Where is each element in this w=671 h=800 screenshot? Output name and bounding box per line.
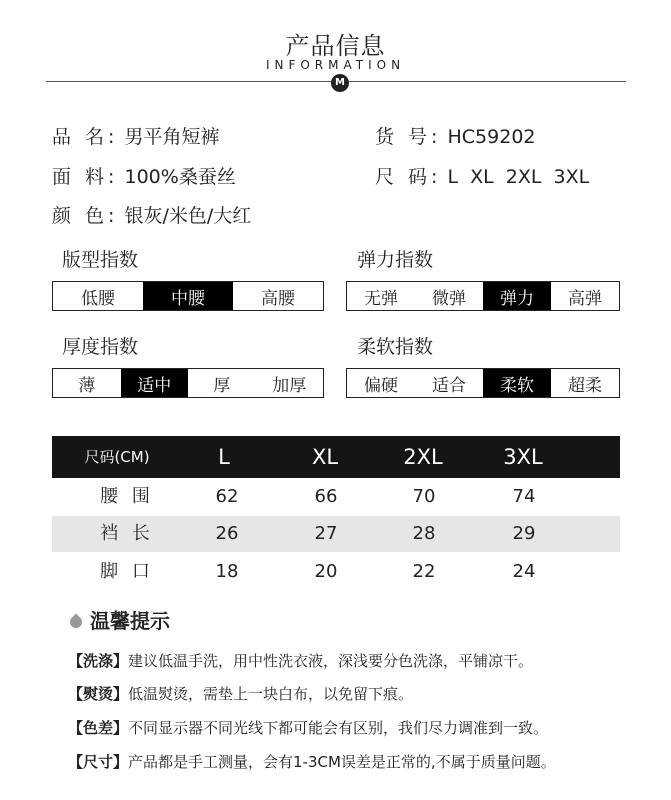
table-cell: 20 <box>314 561 338 582</box>
elastic-option: 高弹 <box>568 288 602 309</box>
table-row <box>52 516 620 552</box>
fit-index-title: 版型指数 <box>62 249 139 271</box>
table-cell: 74 <box>512 486 536 507</box>
elastic-index-box <box>346 281 620 311</box>
size-table-header-cell: L <box>218 445 230 469</box>
table-cell: 24 <box>512 561 536 582</box>
m-badge-icon: M <box>331 74 349 92</box>
sku-value: HC59202 <box>447 126 536 148</box>
tip-text: 低温熨烫，需垫上一块白布，以免留下痕。 <box>128 685 414 703</box>
row-label: 脚 口 <box>100 561 154 582</box>
elastic-index-title: 弹力指数 <box>357 249 434 271</box>
size-table-header-cell: XL <box>311 445 339 469</box>
tip-item <box>68 650 533 671</box>
size-value: L XL 2XL 3XL <box>447 166 590 188</box>
table-row <box>52 554 620 590</box>
tip-key: 【熨烫】 <box>68 685 129 703</box>
table-cell: 28 <box>412 523 436 544</box>
info-material <box>52 162 236 189</box>
info-sku <box>375 122 536 149</box>
page-title: 产品信息 <box>285 32 386 60</box>
size-table-header-cell: 尺码(CM) <box>84 448 150 466</box>
softness-option: 适合 <box>432 375 466 396</box>
material-label: 面 料: <box>52 166 119 188</box>
thickness-option: 加厚 <box>272 375 307 396</box>
table-cell: 66 <box>314 486 338 507</box>
thickness-option: 厚 <box>213 375 231 396</box>
thickness-index-box <box>52 368 324 398</box>
tip-text: 不同显示器不同光线下都可能会有区别，我们尽力调准到一致。 <box>128 719 549 737</box>
name-value: 男平角短裤 <box>124 126 220 148</box>
tip-text: 建议低温手洗，用中性洗衣液，深浅要分色洗涤，平铺凉干。 <box>128 652 534 670</box>
tip-key: 【尺寸】 <box>68 753 129 771</box>
tip-item <box>68 751 556 772</box>
fit-option: 高腰 <box>261 288 295 309</box>
thickness-index-title: 厚度指数 <box>62 336 139 358</box>
size-label: 尺 码: <box>375 166 442 188</box>
color-label: 颜 色: <box>52 205 119 227</box>
color-value: 银灰/米色/大红 <box>124 205 252 227</box>
elastic-option: 微弹 <box>432 288 466 309</box>
row-label: 腰 围 <box>100 486 154 507</box>
table-cell: 18 <box>215 561 239 582</box>
tips-title <box>70 605 170 634</box>
elastic-option: 弹力 <box>483 282 551 310</box>
size-table-header-cell: 2XL <box>403 445 443 469</box>
table-cell: 27 <box>314 523 338 544</box>
table-cell: 22 <box>412 561 436 582</box>
info-name <box>52 122 220 149</box>
page-subtitle: INFORMATION <box>265 58 406 72</box>
droplet-icon <box>68 613 85 630</box>
fit-option: 中腰 <box>143 282 233 310</box>
thickness-option: 适中 <box>121 369 189 397</box>
size-table-header-cell: 3XL <box>503 445 543 469</box>
size-table-header <box>52 436 620 478</box>
fit-index-box <box>52 281 324 311</box>
softness-option: 柔软 <box>483 369 551 397</box>
softness-option: 超柔 <box>568 375 602 396</box>
material-value: 100%桑蚕丝 <box>124 166 236 188</box>
name-label: 品 名: <box>52 126 119 148</box>
tips-title-text: 温馨提示 <box>90 609 170 633</box>
tip-key: 【洗涤】 <box>68 652 129 670</box>
sku-label: 货 号: <box>375 126 442 148</box>
softness-index-title: 柔软指数 <box>357 336 434 358</box>
tip-key: 【色差】 <box>68 719 129 737</box>
fit-option: 低腰 <box>81 288 115 309</box>
softness-index-box <box>346 368 620 398</box>
table-cell: 62 <box>215 486 239 507</box>
softness-option: 偏硬 <box>364 375 398 396</box>
table-cell: 29 <box>512 523 536 544</box>
tip-item <box>68 683 413 704</box>
info-color <box>52 201 251 228</box>
table-cell: 26 <box>215 523 239 544</box>
tip-item <box>68 717 548 738</box>
table-row <box>52 479 620 515</box>
elastic-option: 无弹 <box>364 288 398 309</box>
tip-text: 产品都是手工测量，会有1-3CM误差是正常的,不属于质量问题。 <box>128 753 556 771</box>
info-size <box>375 162 589 189</box>
row-label: 裆 长 <box>100 523 154 544</box>
thickness-option: 薄 <box>78 375 96 396</box>
table-cell: 70 <box>412 486 436 507</box>
